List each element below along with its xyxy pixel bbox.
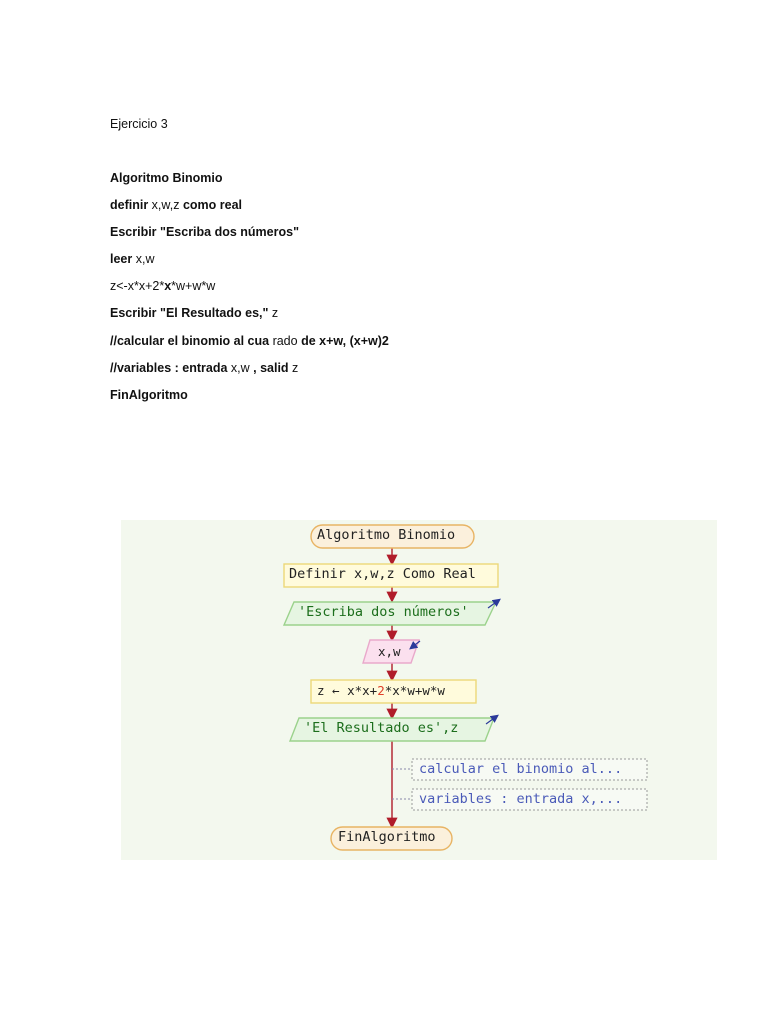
code-line-3: Escribir "Escriba dos números" (110, 225, 300, 239)
doc-title: Ejercicio 3 (110, 117, 168, 131)
comment-2-label: variables : entrada x,... (419, 791, 623, 807)
input-label: x,w (378, 644, 401, 659)
assign-label (317, 683, 445, 698)
end-label: FinAlgoritmo (338, 829, 436, 845)
output-1-label: 'Escriba dos números' (298, 604, 469, 620)
comment-1-label: calcular el binomio al... (419, 761, 623, 777)
assign-lhs: z ← x*x+ (317, 683, 378, 698)
code-line-6: Escribir "El Resultado es," z (110, 306, 279, 320)
assign-rhs: *x*w+w*w (384, 683, 445, 698)
start-label: Algoritmo Binomio (317, 527, 456, 543)
output-2-label: 'El Resultado es',z (304, 720, 459, 736)
code-line-5: z<-x*x+2*x*w+w*w (110, 279, 216, 293)
define-label: Definir x,w,z Como Real (289, 566, 476, 582)
flowchart (121, 520, 717, 860)
code-line-9: FinAlgoritmo (110, 388, 188, 402)
code-line-8: //variables : entrada x,w , salid z (110, 361, 299, 375)
code-line-2: definir x,w,z como real (110, 198, 242, 212)
code-line-7: //calcular el binomio al cua rado de x+w, (x+w)2 (110, 334, 389, 348)
code-line-1: Algoritmo Binomio (110, 171, 223, 185)
assign-number: 2 (377, 683, 385, 698)
code-line-4: leer x,w (110, 252, 155, 266)
